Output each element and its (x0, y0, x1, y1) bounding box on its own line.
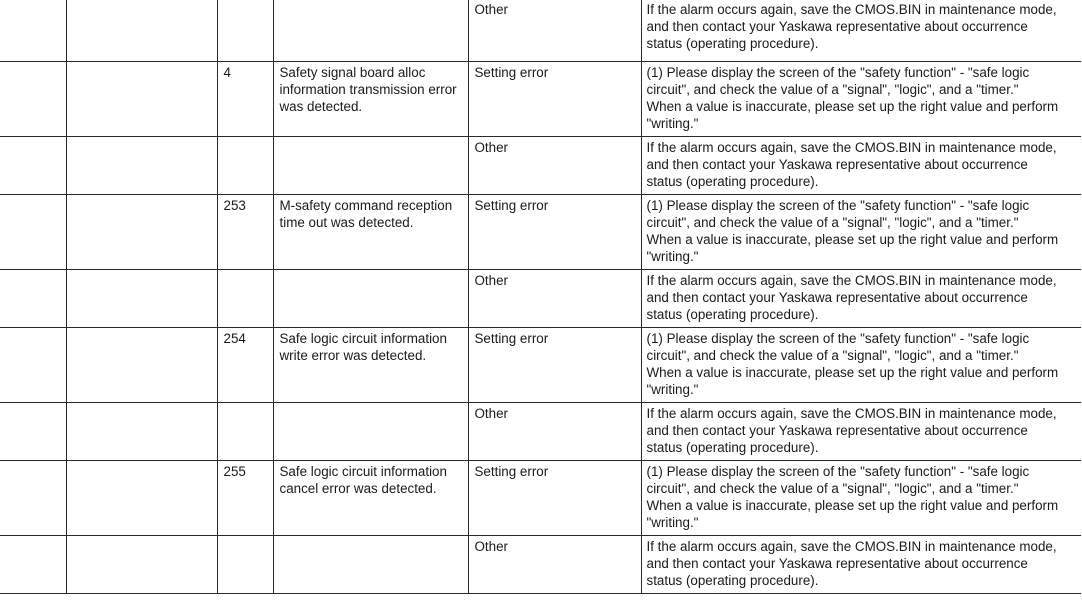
meaning-cell (273, 403, 468, 461)
alarm-number-cell (0, 536, 66, 594)
alarm-number-cell (0, 195, 66, 270)
remedy-cell (641, 270, 1081, 328)
alarm-name-cell (66, 195, 217, 270)
remedy-line: circuit", and check the value of a "signal", "logic", and a "timer." (646, 214, 1019, 230)
meaning-line: was detected. (279, 98, 363, 114)
remedy-line: "writing." (646, 248, 699, 264)
remedy-line: status (operating procedure). (646, 306, 819, 322)
remedy-line: and then contact your Yaskawa representative about occurrence (646, 156, 1028, 172)
alarm-name-cell (66, 137, 217, 195)
remedy-line: (1) Please display the screen of the "safety function" - "safe logic (646, 331, 1030, 346)
remedy-cell (641, 536, 1081, 594)
remedy-line: circuit", and check the value of a "signal", "logic", and a "timer." (646, 81, 1019, 97)
remedy-line: When a value is inaccurate, please set up the right value and perform (646, 497, 1059, 513)
meaning-line: Safe logic circuit information (279, 331, 447, 346)
remedy-line: If the alarm occurs again, save the CMOS.BIN in maintenance mode, (646, 406, 1057, 421)
meaning-cell (273, 137, 468, 195)
remedy-line: and then contact your Yaskawa representative about occurrence (646, 18, 1028, 34)
meaning-line: write error was detected. (279, 347, 427, 363)
table-row (0, 403, 1081, 461)
table-row (0, 62, 1081, 137)
remedy-line: When a value is inaccurate, please set up the right value and perform (646, 231, 1059, 247)
meaning-line: information transmission error (279, 81, 457, 97)
meaning-cell (273, 536, 468, 594)
alarm-number-cell (0, 0, 66, 62)
remedy-line: and then contact your Yaskawa representative about occurrence (646, 289, 1028, 305)
cause-cell: Setting error (468, 195, 641, 270)
cause-cell: Other (468, 536, 641, 594)
table-row (0, 536, 1081, 594)
remedy-line: (1) Please display the screen of the "safety function" - "safe logic (646, 198, 1030, 213)
meaning-cell (273, 461, 468, 536)
remedy-cell (641, 328, 1081, 403)
alarm-number-cell (0, 62, 66, 137)
table-row (0, 0, 1081, 62)
remedy-line: If the alarm occurs again, save the CMOS.BIN in maintenance mode, (646, 2, 1057, 17)
table-row (0, 270, 1081, 328)
meaning-cell (273, 195, 468, 270)
sub-code-cell (217, 137, 273, 195)
alarm-number-cell (0, 270, 66, 328)
remedy-line: and then contact your Yaskawa representative about occurrence (646, 555, 1028, 571)
meaning-line: time out was detected. (279, 214, 414, 230)
remedy-line: If the alarm occurs again, save the CMOS.BIN in maintenance mode, (646, 539, 1057, 554)
alarm-name-cell (66, 403, 217, 461)
sub-code-cell (217, 536, 273, 594)
remedy-cell (641, 137, 1081, 195)
meaning-line: Safe logic circuit information (279, 464, 447, 479)
cause-cell: Setting error (468, 461, 641, 536)
alarm-name-cell (66, 328, 217, 403)
remedy-line: If the alarm occurs again, save the CMOS.BIN in maintenance mode, (646, 140, 1057, 155)
remedy-line: "writing." (646, 115, 699, 131)
sub-code-cell (217, 403, 273, 461)
alarm-number-cell (0, 403, 66, 461)
remedy-cell (641, 195, 1081, 270)
cause-cell: Other (468, 137, 641, 195)
table-row (0, 328, 1081, 403)
remedy-line: (1) Please display the screen of the "safety function" - "safe logic (646, 464, 1030, 479)
remedy-line: If the alarm occurs again, save the CMOS.BIN in maintenance mode, (646, 273, 1057, 288)
meaning-line: M-safety command reception (279, 198, 453, 213)
sub-code-cell (217, 270, 273, 328)
remedy-line: status (operating procedure). (646, 572, 819, 588)
meaning-cell (273, 328, 468, 403)
remedy-line: and then contact your Yaskawa representative about occurrence (646, 422, 1028, 438)
remedy-line: status (operating procedure). (646, 439, 819, 455)
cause-cell: Setting error (468, 328, 641, 403)
remedy-line: status (operating procedure). (646, 173, 819, 189)
remedy-line: "writing." (646, 514, 699, 530)
remedy-line: When a value is inaccurate, please set up the right value and perform (646, 364, 1059, 380)
alarm-number-cell (0, 137, 66, 195)
meaning-line: cancel error was detected. (279, 480, 437, 496)
remedy-cell (641, 403, 1081, 461)
remedy-line: When a value is inaccurate, please set up the right value and perform (646, 98, 1059, 114)
meaning-cell (273, 0, 468, 62)
alarm-name-cell (66, 270, 217, 328)
table-row (0, 461, 1081, 536)
sub-code-cell: 253 (217, 195, 273, 270)
remedy-line: circuit", and check the value of a "signal", "logic", and a "timer." (646, 347, 1019, 363)
remedy-cell (641, 62, 1081, 137)
remedy-line: status (operating procedure). (646, 35, 819, 51)
sub-code-cell: 254 (217, 328, 273, 403)
sub-code-cell (217, 0, 273, 62)
table-row (0, 195, 1081, 270)
cause-cell: Other (468, 403, 641, 461)
table-row (0, 137, 1081, 195)
remedy-line: "writing." (646, 381, 699, 397)
remedy-cell (641, 0, 1081, 62)
meaning-line: Safety signal board alloc (279, 65, 426, 80)
alarm-number-cell (0, 328, 66, 403)
cause-cell: Setting error (468, 62, 641, 137)
remedy-cell (641, 461, 1081, 536)
alarm-number-cell (0, 461, 66, 536)
meaning-cell (273, 270, 468, 328)
alarm-name-cell (66, 536, 217, 594)
cause-cell: Other (468, 270, 641, 328)
sub-code-cell: 255 (217, 461, 273, 536)
alarm-name-cell (66, 461, 217, 536)
remedy-line: (1) Please display the screen of the "safety function" - "safe logic (646, 65, 1030, 80)
alarm-name-cell (66, 0, 217, 62)
alarm-name-cell (66, 62, 217, 137)
meaning-cell (273, 62, 468, 137)
sub-code-cell: 4 (217, 62, 273, 137)
cause-cell: Other (468, 0, 641, 62)
remedy-line: circuit", and check the value of a "signal", "logic", and a "timer." (646, 480, 1019, 496)
